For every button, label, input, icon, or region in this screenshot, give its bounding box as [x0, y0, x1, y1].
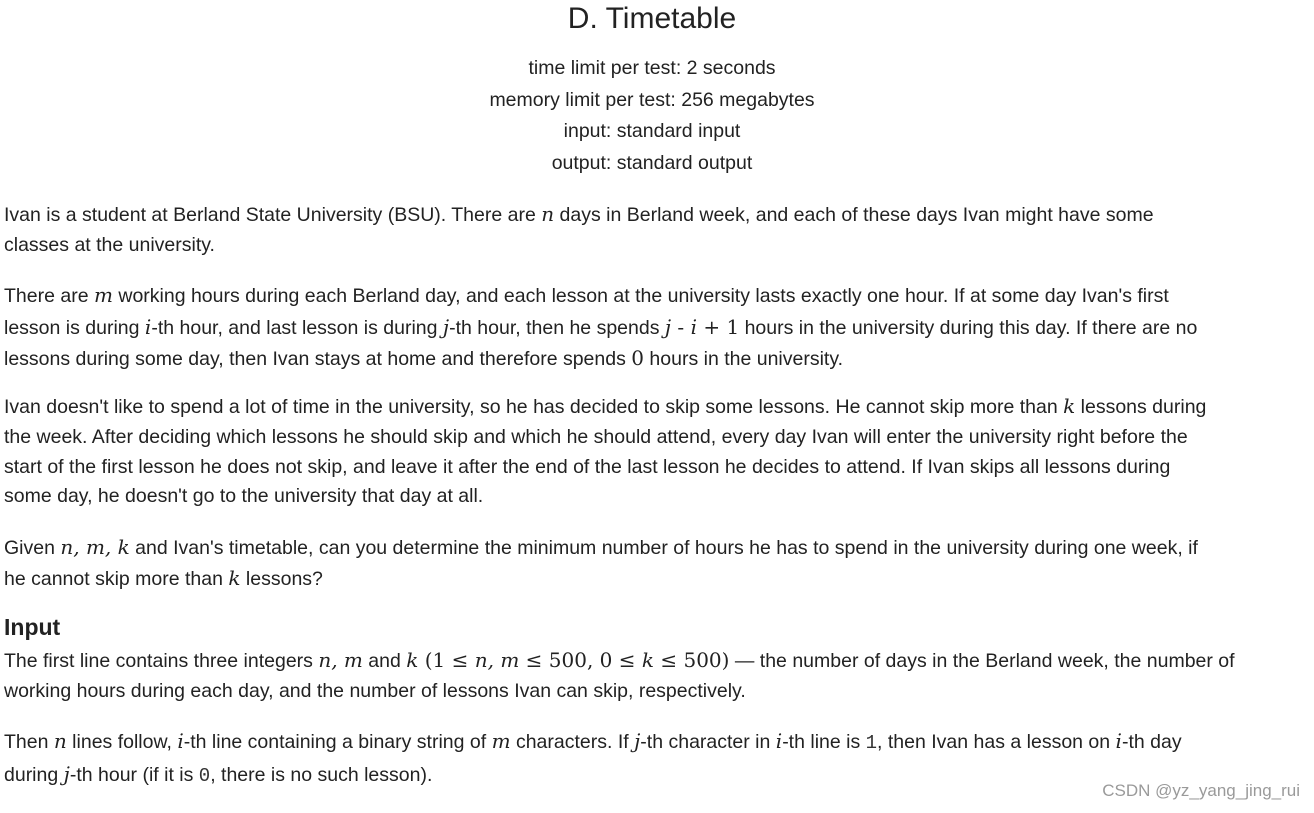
- statement-paragraph-2: There are m working hours during each Berland day, and each lesson at the university lasts exactly one hour. If at some day Ivan's first lesson is during i-th hour, and last lesson is during j-th hour, then he spends j - i + 1 hours in the university during this day. If there are no lessons during some day, then Ivan stays at home and therefore spends 0 hours in the university.: [4, 283, 1198, 370]
- math-var: m: [491, 729, 511, 753]
- math-var: j: [442, 314, 450, 339]
- statement-paragraph-4: Given n, m, k and Ivan's timetable, can you determine the minimum number of hours he has to spend in the university during one week, if he cannot skip more than k lessons?: [4, 535, 1198, 590]
- math-var: j: [634, 729, 641, 753]
- math-var: i: [144, 314, 152, 339]
- watermark: CSDN @yz_yang_jing_rui: [1102, 781, 1300, 800]
- math-var: n: [53, 729, 67, 753]
- math-var: m: [93, 283, 113, 307]
- math-var: i: [775, 729, 783, 753]
- inline-code: 0: [198, 765, 211, 787]
- inline-code: 1: [865, 732, 878, 754]
- output-spec: output: standard output: [551, 152, 753, 175]
- input-spec: input: standard input: [563, 120, 741, 143]
- math-var: k: [1063, 394, 1076, 418]
- math-var: n, m: [318, 648, 363, 672]
- problem-limits: [0, 53, 1304, 180]
- memory-limit: memory limit per test: 256 megabytes: [489, 88, 815, 111]
- math-var: n, m, k: [60, 535, 130, 559]
- math-number: 0: [631, 346, 644, 370]
- statement-paragraph-1: Ivan is a student at Berland State University (BSU). There are n days in Berland week, and each of these days Ivan might have some classes at the university.: [4, 202, 1154, 256]
- math-var: i: [1115, 729, 1122, 753]
- math-var: k: [228, 566, 241, 590]
- math-var: k: [406, 648, 419, 672]
- input-paragraph-1: The first line contains three integers n, m and k (1 ≤ n, m ≤ 500, 0 ≤ k ≤ 500) — the number of days in the Berland week, the number of working hours during each day, and the number of lessons Ivan can skip, respectively.: [4, 648, 1235, 702]
- statement-paragraph-3: Ivan doesn't like to spend a lot of time in the university, so he has decided to skip some lessons. He cannot skip more than k lessons during the week. After deciding which lessons he should skip and which he should attend, every day Ivan will enter the university right before the start of the first lesson he does not skip, and leave it after the end of the last lesson he decides to attend. If Ivan skips all lessons during some day, he doesn't go to the university that day at all.: [4, 394, 1207, 508]
- math-expression: j: [664, 314, 672, 339]
- input-paragraph-2: Then n lines follow, i-th line containing a binary string of m characters. If j-th character in i-th line is 1, then Ivan has a lesson on i-th day during j-th hour (if it is 0, there is no such lesson).: [4, 729, 1182, 787]
- problem-title: D. Timetable: [567, 2, 737, 35]
- math-var: i: [177, 729, 184, 753]
- math-var: j: [63, 762, 70, 786]
- math-var: n: [541, 202, 555, 226]
- math-constraint: (1 ≤: [418, 648, 475, 672]
- time-limit: time limit per test: 2 seconds: [528, 57, 776, 79]
- input-section-title: Input: [4, 614, 61, 640]
